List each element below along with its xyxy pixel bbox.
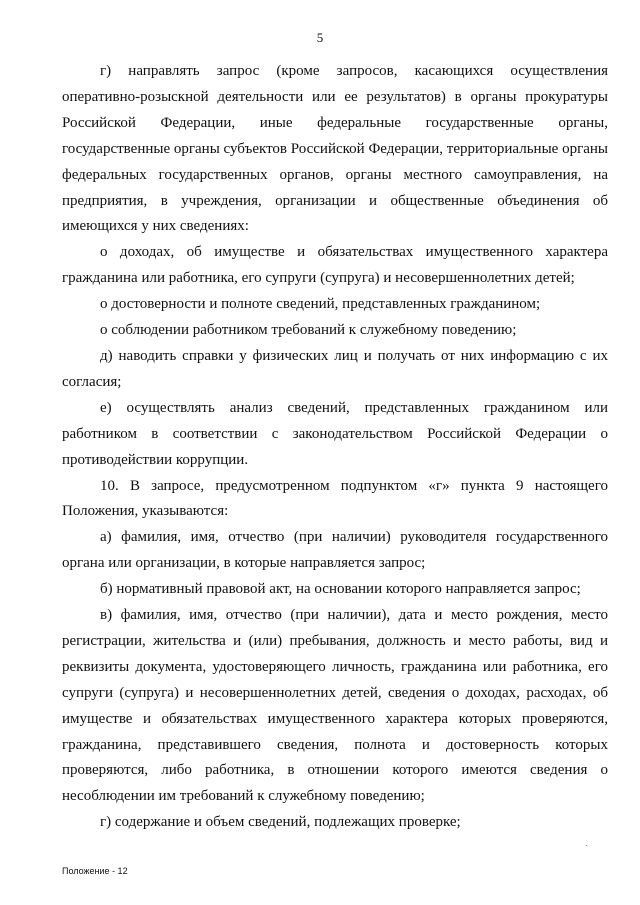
paragraph-subitem-g-content: г) содержание и объем сведений, подлежащих проверке; xyxy=(100,814,461,831)
page-number: 5 xyxy=(316,30,324,45)
paragraph-subitem-v: в) фамилия, имя, отчество (при наличии), дата и место рождения, место регистрации, жительства и (или) пребывания, должность и место работы, вид и реквизиты документа, удостоверяющего личность, гражданина или работника, его супруги (супруга) и несовершеннолетних детей, сведения о доходах, расходах, об имуществе и обязательствах имущественного характера которых проверяются, гражданина, представившего сведения, полнота и достоверность которых проверяются, либо работника, в отношении которого имеются сведения о несоблюдении им требований к служебному поведению; xyxy=(62,607,608,805)
paragraph-conduct: о соблюдении работником требований к служебному поведению; xyxy=(100,322,517,339)
paragraph-subitem-b: б) нормативный правовой акт, на основании которого направляется запрос; xyxy=(100,581,581,598)
paragraph-subitem-d: д) наводить справки у физических лиц и получать от них информацию с их согласия; xyxy=(62,347,608,390)
scan-mark: ˏ xyxy=(585,836,589,847)
paragraph-subitem-e: е) осуществлять анализ сведений, представленных гражданином или работником в соответствии с законодательством Российской Федерации о противодействии коррупции. xyxy=(62,399,608,468)
footer-label: Положение - 12 xyxy=(62,866,128,876)
paragraph-reliability: о достоверности и полноте сведений, представленных гражданином; xyxy=(100,296,541,313)
paragraph-subitem-a: а) фамилия, имя, отчество (при наличии) руководителя государственного органа или организации, в которые направляется запрос; xyxy=(62,529,608,572)
document-body xyxy=(62,59,608,836)
paragraph-item-10: 10. В запросе, предусмотренном подпунктом «г» пункта 9 настоящего Положения, указываются: xyxy=(62,477,608,520)
paragraph-income-property: о доходах, об имуществе и обязательствах имущественного характера гражданина или работника, его супруги (супруга) и несовершеннолетних детей; xyxy=(62,244,608,287)
paragraph-request-subitem-g: г) направлять запрос (кроме запросов, касающихся осуществления оперативно-розыскной деятельности или ее результатов) в органы прокуратуры Российской Федерации, иные федеральные государственные органы, государственные органы субъектов Российской Федерации, территориальные органы федеральных государственных органов, органы местного самоуправления, на предприятия, в учреждения, организации и общественные объединения об имеющихся у них сведениях: xyxy=(62,63,608,235)
